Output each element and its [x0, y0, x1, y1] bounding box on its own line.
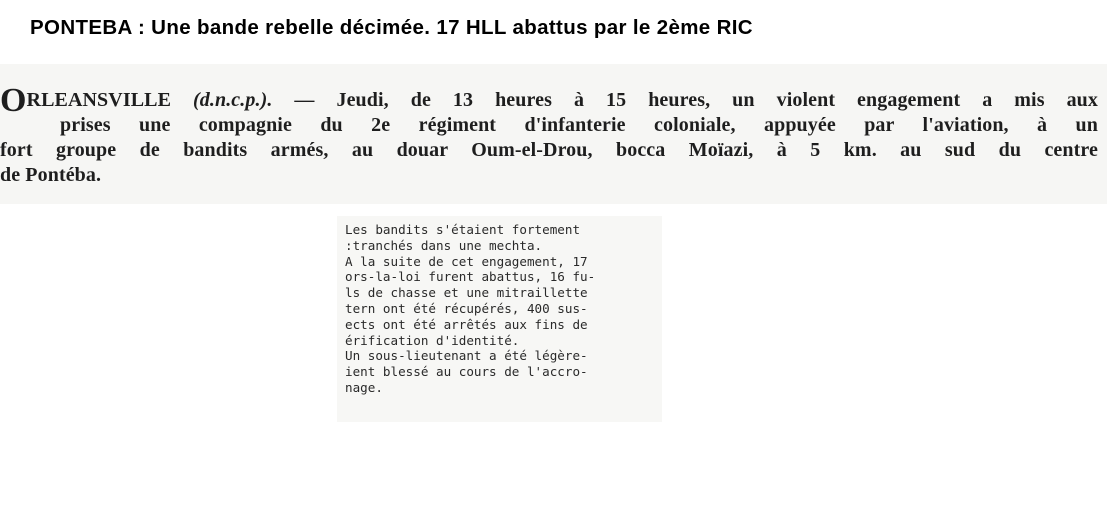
lead-line-3: fort groupe de bandits armés, au douar Oum-el-Drou, bocca Moïazi, à 5 km. au sud du centre [0, 139, 1098, 161]
body-line: tern ont été récupérés, 400 sus- [345, 300, 588, 316]
body-line: nage. [345, 379, 383, 395]
body-line: ects ont été arrêtés aux fins de [345, 316, 588, 332]
drop-cap: O [0, 82, 27, 119]
body-line: Un sous-lieutenant a été légère- [345, 348, 588, 364]
body-line: ient blessé au cours de l'accro- [345, 364, 588, 380]
article-lead-paragraph [0, 82, 1098, 188]
lead-line-1-text: — Jeudi, de 13 heures à 15 heures, un violent engagement a mis aux [272, 89, 1098, 111]
body-line: Les bandits s'étaient fortement [345, 222, 581, 237]
headline: PONTEBA : Une bande rebelle décimée. 17 HLL abattus par le 2ème RIC [30, 16, 753, 39]
dateline: RLEANSVILLE [26, 89, 172, 111]
agency-credit: (d.n.c.p.). [193, 89, 273, 111]
article-body [345, 222, 645, 396]
lead-line-1 [0, 82, 1098, 119]
body-line: érification d'identité. [345, 332, 520, 348]
lead-line-2: prises une compagnie du 2e régiment d'infanterie coloniale, appuyée par l'aviation, à un [60, 114, 1098, 136]
body-line: ls de chasse et une mitraillette [345, 285, 588, 301]
body-line: :tranchés dans une mechta. [345, 237, 543, 253]
body-line: ors-la-loi furent abattus, 16 fu- [345, 269, 596, 285]
body-line: A la suite de cet engagement, 17 [345, 253, 588, 269]
lead-line-4: de Pontéba. [0, 164, 102, 186]
